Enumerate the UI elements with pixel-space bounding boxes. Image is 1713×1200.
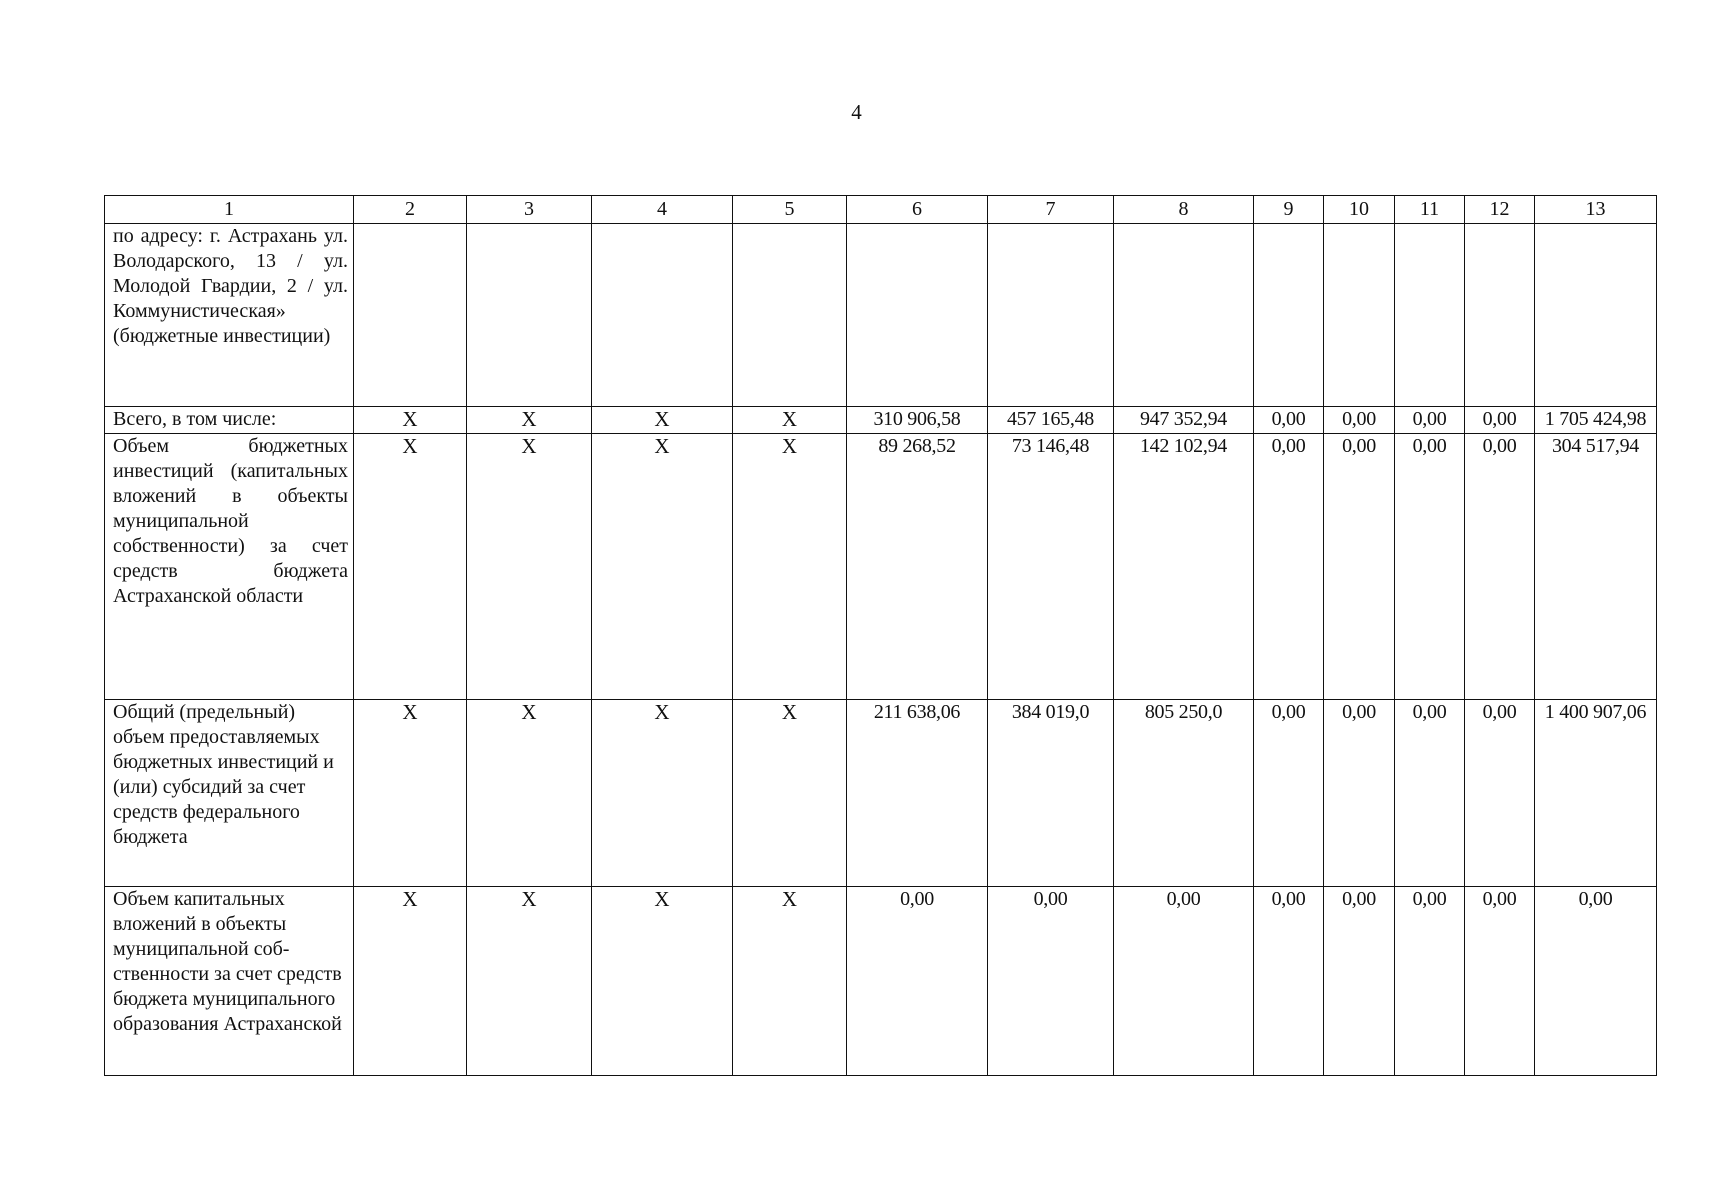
table-cell: 384 019,0: [988, 700, 1114, 887]
column-number: 2: [354, 196, 467, 224]
table-cell: 211 638,06: [847, 700, 988, 887]
table-cell: 0,00: [1535, 887, 1657, 1076]
column-number: 8: [1114, 196, 1254, 224]
column-number: 13: [1535, 196, 1657, 224]
column-number: 9: [1254, 196, 1324, 224]
table-cell: X: [733, 434, 847, 700]
table-cell: 0,00: [1465, 887, 1535, 1076]
table-cell: 0,00: [1465, 434, 1535, 700]
table-cell: 0,00: [1324, 434, 1395, 700]
table-cell: X: [354, 434, 467, 700]
row-description: по адресу: г. Астрахань ул. Володарского, 13 / ул. Молодой Гвардии, 2 / ул. Коммунистическая» (бюджетные инвестиции): [105, 224, 354, 407]
table-cell: 0,00: [1395, 434, 1465, 700]
table-cell: [1324, 224, 1395, 407]
table-cell: X: [733, 887, 847, 1076]
table-cell: [847, 224, 988, 407]
table-cell: 0,00: [1465, 407, 1535, 434]
table-cell: 0,00: [1254, 407, 1324, 434]
column-number: 11: [1395, 196, 1465, 224]
column-number: 1: [105, 196, 354, 224]
table-row: [105, 224, 1657, 407]
table-cell: X: [467, 434, 592, 700]
table-cell: 89 268,52: [847, 434, 988, 700]
table-row: [105, 700, 1657, 887]
column-number-row: [105, 196, 1657, 224]
table-cell: X: [592, 434, 733, 700]
table-cell: X: [592, 700, 733, 887]
budget-table: [104, 195, 1657, 1076]
table-cell: 0,00: [1114, 887, 1254, 1076]
table-cell: X: [733, 700, 847, 887]
table-cell: 0,00: [1324, 407, 1395, 434]
table-row: [105, 407, 1657, 434]
table-cell: X: [467, 887, 592, 1076]
table-cell: [1254, 224, 1324, 407]
table-cell: 0,00: [1254, 434, 1324, 700]
table-cell: 0,00: [1395, 700, 1465, 887]
table-cell: 142 102,94: [1114, 434, 1254, 700]
column-number: 5: [733, 196, 847, 224]
table-cell: [1114, 224, 1254, 407]
page-number: 4: [851, 100, 862, 124]
column-number: 4: [592, 196, 733, 224]
table-cell: [592, 224, 733, 407]
table-cell: 0,00: [847, 887, 988, 1076]
table-cell: 0,00: [1395, 407, 1465, 434]
table-cell: [1535, 224, 1657, 407]
table-cell: 0,00: [1395, 887, 1465, 1076]
table-cell: [733, 224, 847, 407]
table-cell: 73 146,48: [988, 434, 1114, 700]
column-number: 6: [847, 196, 988, 224]
table-row: [105, 887, 1657, 1076]
table-cell: 0,00: [1254, 700, 1324, 887]
table-cell: 805 250,0: [1114, 700, 1254, 887]
table-cell: 0,00: [1254, 887, 1324, 1076]
table-cell: X: [354, 887, 467, 1076]
table-cell: 0,00: [1324, 700, 1395, 887]
row-description: Объем бюджетных инвестиций (капитальных вложений в объекты муниципальной собственности) за счет средств бюджета Астраханской области: [105, 434, 354, 700]
row-description: Всего, в том числе:: [105, 407, 354, 434]
table-cell: 1 400 907,06: [1535, 700, 1657, 887]
table-cell: X: [354, 407, 467, 434]
table-cell: X: [467, 700, 592, 887]
table-cell: X: [354, 700, 467, 887]
table-cell: 304 517,94: [1535, 434, 1657, 700]
row-description: Объем капитальных вложений в объекты муниципальной собственности за счет средств бюджета муниципального образования Астраханской: [105, 887, 354, 1076]
column-number: 10: [1324, 196, 1395, 224]
table-cell: 1 705 424,98: [1535, 407, 1657, 434]
column-number: 7: [988, 196, 1114, 224]
table-cell: 0,00: [1465, 700, 1535, 887]
table-cell: X: [733, 407, 847, 434]
table-cell: X: [467, 407, 592, 434]
table-cell: 0,00: [988, 887, 1114, 1076]
table-cell: 457 165,48: [988, 407, 1114, 434]
table-cell: [467, 224, 592, 407]
table-cell: 947 352,94: [1114, 407, 1254, 434]
table-cell: [1395, 224, 1465, 407]
table-row: [105, 434, 1657, 700]
table-cell: [988, 224, 1114, 407]
table-cell: [354, 224, 467, 407]
column-number: 3: [467, 196, 592, 224]
column-number: 12: [1465, 196, 1535, 224]
table-cell: X: [592, 407, 733, 434]
table-cell: X: [592, 887, 733, 1076]
table-cell: [1465, 224, 1535, 407]
table-cell: 310 906,58: [847, 407, 988, 434]
row-description: Общий (предельный) объем предоставляемых бюджетных инвестиций и (или) субсидий за счет средств федерального бюджета: [105, 700, 354, 887]
table-cell: 0,00: [1324, 887, 1395, 1076]
